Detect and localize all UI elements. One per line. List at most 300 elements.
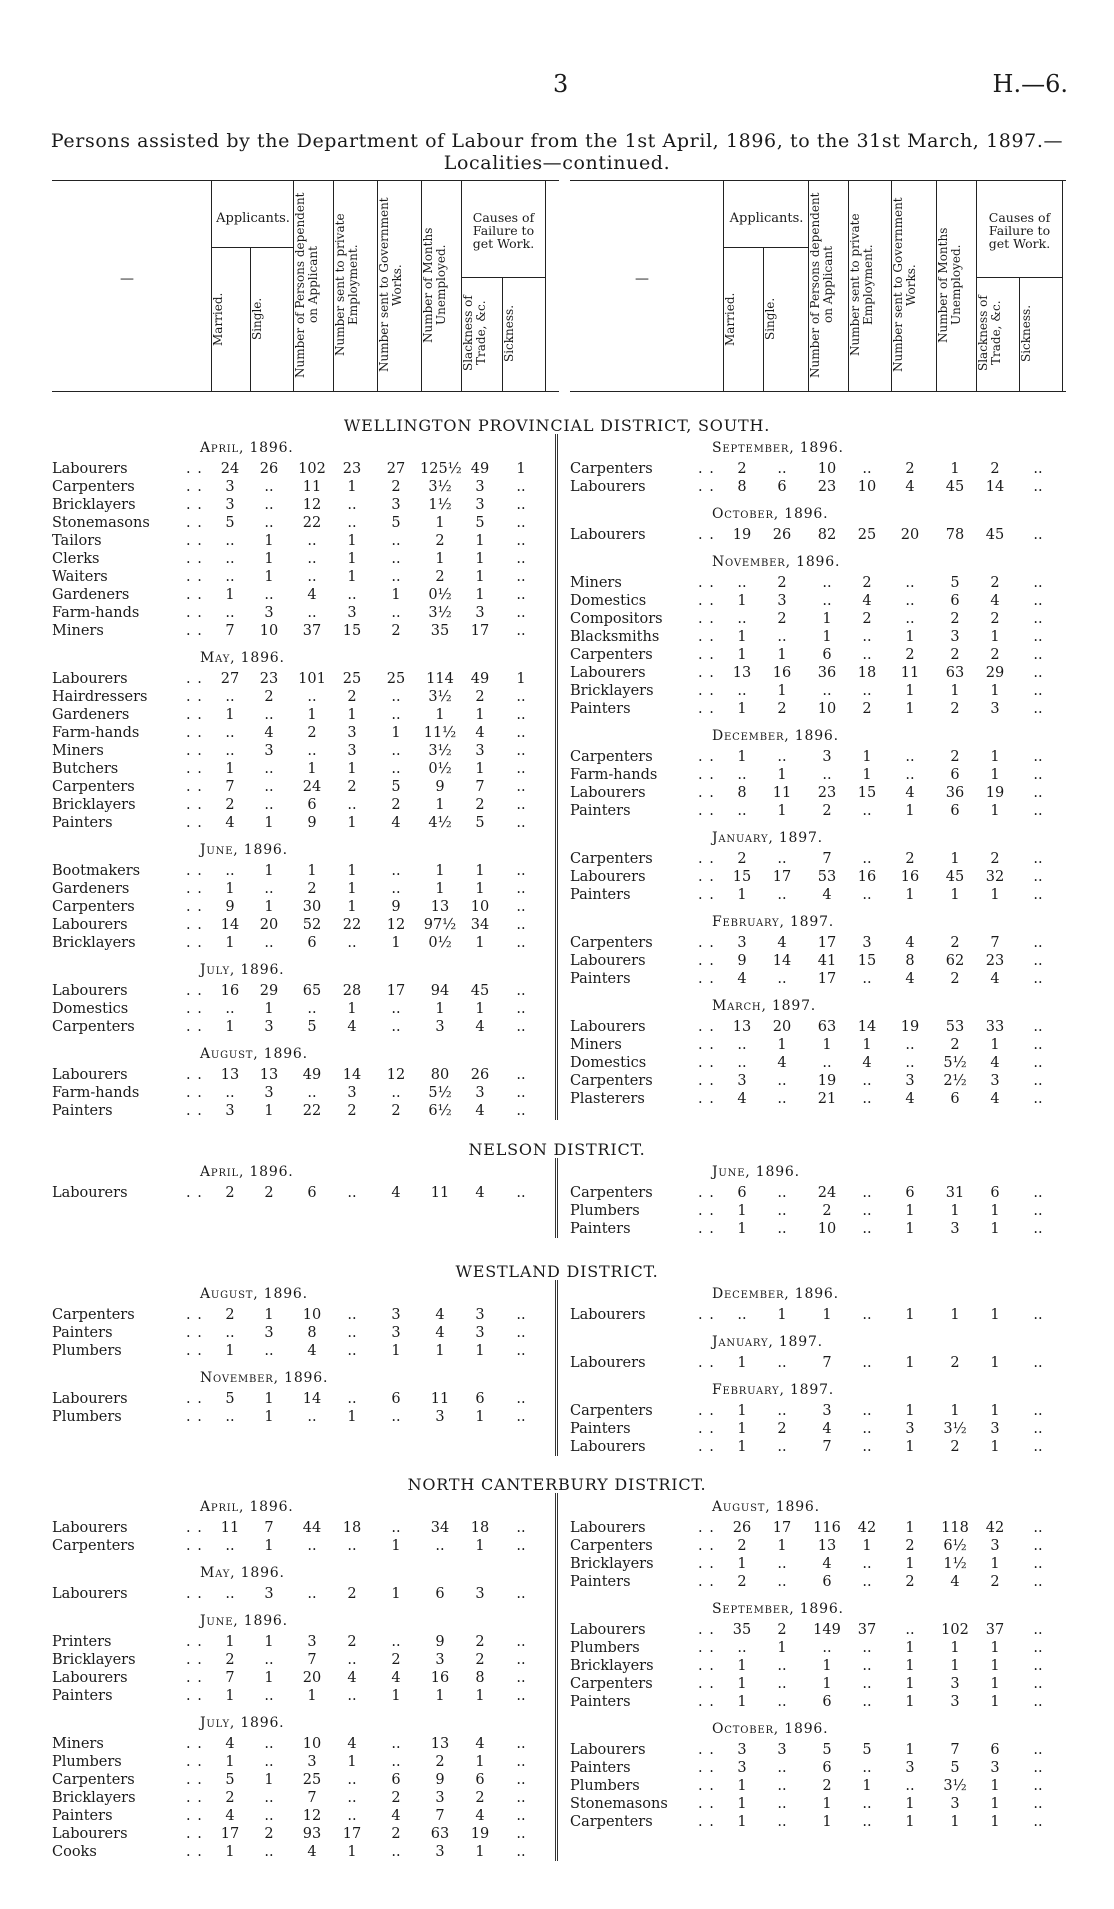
column-label-months: Number of Months Unemployed. <box>936 227 963 343</box>
cell-slackness: 3 <box>475 479 485 495</box>
cell-single: 3 <box>264 1325 274 1341</box>
cell-sickness: .. <box>1033 575 1043 591</box>
table-row <box>570 1573 1078 1591</box>
cell-govt: 2 <box>391 1652 401 1668</box>
cell-months: 6½ <box>943 1538 967 1554</box>
cell-govt: .. <box>391 881 401 897</box>
row-label: Painters <box>570 1421 631 1437</box>
row-label: Bricklayers <box>570 1556 654 1572</box>
cell-dependent: 14 <box>302 1391 322 1407</box>
cell-married: 1 <box>225 935 235 951</box>
cell-govt: 1 <box>905 1520 915 1536</box>
cell-married: 8 <box>737 479 747 495</box>
cell-married: 27 <box>220 671 240 687</box>
cell-govt: 1 <box>905 1403 915 1419</box>
applicants-label: Applicants. <box>729 211 804 226</box>
cell-slackness: 45 <box>470 983 490 999</box>
cell-govt: 2 <box>391 479 401 495</box>
cell-married: 1 <box>225 707 235 723</box>
table-row <box>52 478 561 496</box>
cell-govt: 1 <box>905 1796 915 1812</box>
table-row <box>570 952 1078 970</box>
row-label: Carpenters <box>570 749 653 765</box>
cell-dependent: 53 <box>817 869 837 885</box>
cell-govt: .. <box>391 1736 401 1752</box>
cell-private: .. <box>862 1676 872 1692</box>
cell-months: .. <box>435 1538 445 1554</box>
cell-private: 15 <box>342 623 362 639</box>
cell-sickness: .. <box>516 707 526 723</box>
cell-private: .. <box>862 629 872 645</box>
cell-married: .. <box>225 569 235 585</box>
month-heading: April, 1896. <box>200 1499 294 1515</box>
cell-govt: 1 <box>391 725 401 741</box>
cell-sickness: .. <box>516 623 526 639</box>
cell-single: 1 <box>777 683 787 699</box>
cell-private: .. <box>347 1808 357 1824</box>
cell-married: 35 <box>732 1622 752 1638</box>
table-row <box>570 526 1078 544</box>
cell-private: .. <box>347 1652 357 1668</box>
cell-sickness: .. <box>516 1808 526 1824</box>
cell-months: 3 <box>950 1221 960 1237</box>
cell-months: 1 <box>435 863 445 879</box>
table-row <box>570 1621 1078 1639</box>
row-label: Painters <box>570 971 631 987</box>
cell-single: 1 <box>264 899 274 915</box>
month-heading: June, 1896. <box>200 1613 288 1629</box>
column-private <box>333 181 378 391</box>
table-row <box>570 1420 1078 1438</box>
leader-dots: . . <box>186 551 203 567</box>
cell-dependent: 1 <box>307 761 317 777</box>
table-row <box>570 886 1078 904</box>
row-label: Compositors <box>570 611 663 627</box>
row-label: Stonemasons <box>52 515 150 531</box>
cell-months: 3½ <box>943 1778 967 1794</box>
cell-dependent: 4 <box>307 1844 317 1860</box>
cell-sickness: .. <box>516 1520 526 1536</box>
leader-dots: . . <box>698 1403 715 1419</box>
cell-married: .. <box>225 1325 235 1341</box>
cell-dependent: 1 <box>822 1307 832 1323</box>
cell-dependent: 93 <box>302 1826 322 1842</box>
cell-married: 3 <box>225 1103 235 1119</box>
row-label: Plumbers <box>52 1754 122 1770</box>
table-row <box>570 1184 1078 1202</box>
leader-dots: . . <box>186 815 203 831</box>
cell-slackness: 1 <box>990 803 1000 819</box>
cell-dependent: 1 <box>822 1676 832 1692</box>
cell-slackness: 4 <box>990 593 1000 609</box>
leader-dots: . . <box>698 1091 715 1107</box>
cell-sickness: .. <box>516 1538 526 1554</box>
cell-slackness: 19 <box>985 785 1005 801</box>
cell-govt: 1 <box>905 1307 915 1323</box>
cell-single: .. <box>777 851 787 867</box>
table-row <box>52 1102 561 1120</box>
table-row <box>52 814 561 832</box>
cell-dependent: 3 <box>822 749 832 765</box>
cell-single: 1 <box>777 803 787 819</box>
cell-sickness: .. <box>516 1754 526 1770</box>
cell-govt: .. <box>905 1622 915 1638</box>
cell-dependent: 2 <box>307 725 317 741</box>
cell-private: .. <box>347 587 357 603</box>
cell-married: 1 <box>737 647 747 663</box>
leader-dots: . . <box>698 887 715 903</box>
cell-slackness: 3 <box>475 497 485 513</box>
cell-govt: 16 <box>900 869 920 885</box>
cell-single: 1 <box>264 1538 274 1554</box>
cell-months: 6 <box>435 1586 445 1602</box>
cell-married: 8 <box>737 785 747 801</box>
table-row <box>570 592 1078 610</box>
row-label: Carpenters <box>52 1307 135 1323</box>
leader-dots: . . <box>186 1634 203 1650</box>
cell-single: .. <box>777 1760 787 1776</box>
cell-single: .. <box>777 1221 787 1237</box>
cell-slackness: 6 <box>990 1185 1000 1201</box>
column-header-left <box>52 180 559 392</box>
cell-slackness: 3 <box>475 1586 485 1602</box>
cell-sickness: .. <box>516 497 526 513</box>
row-label: Hairdressers <box>52 689 148 705</box>
cell-married: 16 <box>220 983 240 999</box>
cell-dependent: .. <box>822 683 832 699</box>
cell-private: 1 <box>862 1037 872 1053</box>
cell-slackness: 4 <box>990 971 1000 987</box>
cell-dependent: 24 <box>302 779 322 795</box>
cell-married: .. <box>737 575 747 591</box>
leader-dots: . . <box>186 1844 203 1860</box>
cell-slackness: 1 <box>990 1796 1000 1812</box>
month-heading: July, 1896. <box>200 1715 285 1731</box>
leader-dots: . . <box>698 1760 715 1776</box>
leader-dots: . . <box>186 1652 203 1668</box>
cell-single: .. <box>264 515 274 531</box>
leader-dots: . . <box>186 1670 203 1686</box>
cell-months: 4 <box>950 1574 960 1590</box>
cell-sickness: .. <box>516 1391 526 1407</box>
leader-dots: . . <box>186 605 203 621</box>
cell-dependent: 4 <box>822 1421 832 1437</box>
cell-slackness: 1 <box>475 569 485 585</box>
table-row <box>52 760 561 778</box>
month-heading: December, 1896. <box>712 728 839 744</box>
cell-married: 3 <box>737 1760 747 1776</box>
cell-months: 3 <box>435 1019 445 1035</box>
cell-private: 28 <box>342 983 362 999</box>
row-label: Bricklayers <box>52 1652 136 1668</box>
cell-dependent: .. <box>307 689 317 705</box>
cell-sickness: .. <box>1033 1421 1043 1437</box>
leader-dots: . . <box>186 1538 203 1554</box>
cell-single: .. <box>777 1676 787 1692</box>
row-label: Painters <box>570 1694 631 1710</box>
cell-dependent: 2 <box>307 881 317 897</box>
cell-married: 2 <box>225 1652 235 1668</box>
cell-private: .. <box>347 1790 357 1806</box>
cell-private: 3 <box>347 1085 357 1101</box>
cell-months: 1 <box>950 851 960 867</box>
cell-dependent: 149 <box>813 1622 841 1638</box>
cell-slackness: 45 <box>985 527 1005 543</box>
cell-slackness: 6 <box>990 1742 1000 1758</box>
row-label: Plumbers <box>570 1203 640 1219</box>
cell-months: 3 <box>435 1652 445 1668</box>
cell-married: .. <box>225 1409 235 1425</box>
row-label: Painters <box>52 1325 113 1341</box>
cell-months: 2 <box>950 701 960 717</box>
table-row <box>52 1519 561 1537</box>
row-label: Plumbers <box>52 1409 122 1425</box>
cell-slackness: 29 <box>985 665 1005 681</box>
cell-sickness: .. <box>1033 1520 1043 1536</box>
cell-govt: .. <box>391 1844 401 1860</box>
row-label: Painters <box>570 1760 631 1776</box>
cell-months: 3 <box>435 1409 445 1425</box>
leader-dots: . . <box>698 1640 715 1656</box>
leader-dots: . . <box>698 1073 715 1089</box>
row-label: Painters <box>52 1808 113 1824</box>
cell-married: .. <box>225 725 235 741</box>
cell-dependent: 22 <box>302 1103 322 1119</box>
cell-private: 42 <box>857 1520 877 1536</box>
cell-married: 1 <box>737 1421 747 1437</box>
cell-months: 3 <box>435 1790 445 1806</box>
table-row <box>570 460 1078 478</box>
cell-govt: 8 <box>905 953 915 969</box>
cell-months: 4 <box>435 1307 445 1323</box>
row-label: Carpenters <box>570 1185 653 1201</box>
cell-dependent: 4 <box>822 887 832 903</box>
cell-dependent: .. <box>307 743 317 759</box>
cell-married: 5 <box>225 1391 235 1407</box>
cell-dependent: 101 <box>298 671 326 687</box>
cell-private: 1 <box>347 707 357 723</box>
cell-dependent: 17 <box>817 971 837 987</box>
leader-dots: . . <box>698 611 715 627</box>
cell-months: 2½ <box>943 1073 967 1089</box>
leader-dots: . . <box>186 707 203 723</box>
cell-married: .. <box>225 605 235 621</box>
cell-govt: .. <box>391 569 401 585</box>
cell-private: .. <box>862 1814 872 1830</box>
cell-sickness: .. <box>516 569 526 585</box>
leader-dots: . . <box>186 1808 203 1824</box>
cell-dependent: 1 <box>822 1658 832 1674</box>
leader-dots: . . <box>698 803 715 819</box>
table-row <box>570 1036 1078 1054</box>
cell-single: 10 <box>259 623 279 639</box>
cell-sickness: .. <box>1033 1676 1043 1692</box>
cell-govt: 1 <box>905 1439 915 1455</box>
cell-private: 10 <box>857 479 877 495</box>
leader-dots: . . <box>698 1742 715 1758</box>
cell-married: 3 <box>737 935 747 951</box>
cell-slackness: 3 <box>990 1760 1000 1776</box>
cell-months: 5 <box>950 575 960 591</box>
cell-months: 2 <box>950 1439 960 1455</box>
row-label: Carpenters <box>570 1073 653 1089</box>
cell-married: 3 <box>737 1742 747 1758</box>
cell-married: 1 <box>225 1343 235 1359</box>
cell-dependent: 65 <box>302 983 322 999</box>
cell-months: 78 <box>945 527 965 543</box>
cell-slackness: 1 <box>475 935 485 951</box>
cell-slackness: 1 <box>990 1355 1000 1371</box>
cell-sickness: .. <box>1033 461 1043 477</box>
cell-married: .. <box>737 767 747 783</box>
row-label: Farm-hands <box>52 1085 140 1101</box>
row-label: Labourers <box>570 1622 646 1638</box>
column-label-govt: Number sent to Government Works. <box>377 197 404 373</box>
leader-dots: . . <box>698 1019 715 1035</box>
cell-slackness: 37 <box>985 1622 1005 1638</box>
row-label: Labourers <box>52 1520 128 1536</box>
cell-private: 4 <box>347 1019 357 1035</box>
cell-dependent: 2 <box>822 803 832 819</box>
cell-sickness: .. <box>516 1085 526 1101</box>
cell-dependent: 1 <box>822 1796 832 1812</box>
cell-dependent: 37 <box>302 623 322 639</box>
leader-dots: . . <box>698 461 715 477</box>
month-heading: October, 1896. <box>712 1721 829 1737</box>
cell-single: 1 <box>264 533 274 549</box>
cell-dependent: 2 <box>822 1778 832 1794</box>
cell-dependent: 7 <box>307 1652 317 1668</box>
cell-private: 18 <box>342 1520 362 1536</box>
row-label: Carpenters <box>570 461 653 477</box>
row-label: Carpenters <box>52 1538 135 1554</box>
cell-govt: .. <box>391 1085 401 1101</box>
cell-months: 7 <box>435 1808 445 1824</box>
table-row <box>52 1843 561 1861</box>
cell-sickness: .. <box>1033 785 1043 801</box>
cell-dependent: 7 <box>822 1355 832 1371</box>
cell-govt: 1 <box>905 887 915 903</box>
cell-months: 6 <box>950 593 960 609</box>
column-single <box>250 247 294 391</box>
table-row <box>52 1771 561 1789</box>
table-row <box>52 550 561 568</box>
row-label: Miners <box>52 1736 104 1752</box>
table-row <box>52 1807 561 1825</box>
cell-govt: .. <box>905 611 915 627</box>
cell-sickness: .. <box>516 761 526 777</box>
cell-married: 1 <box>737 629 747 645</box>
leader-dots: . . <box>186 935 203 951</box>
cell-slackness: 17 <box>470 623 490 639</box>
cell-dependent: 1 <box>822 1814 832 1830</box>
cell-slackness: 1 <box>990 1658 1000 1674</box>
cell-govt: 1 <box>391 1343 401 1359</box>
cell-govt: 4 <box>391 1808 401 1824</box>
cell-months: 4 <box>435 1325 445 1341</box>
cell-private: 4 <box>347 1736 357 1752</box>
cell-sickness: .. <box>516 1586 526 1602</box>
leader-dots: . . <box>186 533 203 549</box>
cell-single: 3 <box>777 593 787 609</box>
cell-single: .. <box>777 887 787 903</box>
leader-dots: . . <box>698 665 715 681</box>
table-row <box>52 1735 561 1753</box>
table-row <box>52 724 561 742</box>
cell-govt: 4 <box>905 935 915 951</box>
cell-sickness: .. <box>516 605 526 621</box>
leader-dots: . . <box>186 671 203 687</box>
row-label: Bootmakers <box>52 863 141 879</box>
cell-months: 63 <box>430 1826 450 1842</box>
cell-single: .. <box>264 1736 274 1752</box>
row-label: Labourers <box>52 1067 128 1083</box>
cell-sickness: .. <box>516 1772 526 1788</box>
cell-private: 4 <box>347 1670 357 1686</box>
cell-sickness: .. <box>1033 1307 1043 1323</box>
row-label: Labourers <box>570 527 646 543</box>
row-label: Plumbers <box>570 1640 640 1656</box>
table-row <box>52 622 561 640</box>
cell-private: 2 <box>347 1103 357 1119</box>
cell-single: .. <box>264 1790 274 1806</box>
cell-single: .. <box>777 461 787 477</box>
cell-govt: 1 <box>905 1742 915 1758</box>
cell-private: 1 <box>347 761 357 777</box>
cell-slackness: 1 <box>990 1439 1000 1455</box>
leader-dots: . . <box>698 1355 715 1371</box>
leader-dots: . . <box>186 1391 203 1407</box>
cell-govt: 1 <box>905 1658 915 1674</box>
district-title: WELLINGTON PROVINCIAL DISTRICT, SOUTH. <box>343 416 771 435</box>
cell-married: 2 <box>737 1574 747 1590</box>
leader-dots: . . <box>186 515 203 531</box>
cell-single: 1 <box>264 863 274 879</box>
cell-sickness: .. <box>1033 1203 1043 1219</box>
table-row <box>52 514 561 532</box>
cell-govt: .. <box>391 605 401 621</box>
cell-sickness: .. <box>1033 1538 1043 1554</box>
column-dependent <box>293 181 334 391</box>
column-label-private: Number sent to private Employment. <box>333 213 360 357</box>
cell-dependent: 3 <box>307 1634 317 1650</box>
cell-dependent: 17 <box>817 935 837 951</box>
cell-sickness: .. <box>1033 935 1043 951</box>
month-heading: April, 1896. <box>200 440 294 456</box>
leader-dots: . . <box>186 479 203 495</box>
cell-sickness: .. <box>1033 767 1043 783</box>
leader-dots: . . <box>698 1421 715 1437</box>
table-row <box>52 670 561 688</box>
cell-slackness: 49 <box>470 461 490 477</box>
cell-slackness: 3 <box>475 1085 485 1101</box>
cell-private: .. <box>862 461 872 477</box>
month-heading: August, 1896. <box>200 1046 308 1062</box>
month-heading: August, 1896. <box>712 1499 820 1515</box>
cell-dependent: 36 <box>817 665 837 681</box>
cell-private: .. <box>862 1221 872 1237</box>
cell-dependent: 102 <box>298 461 326 477</box>
cell-slackness: 2 <box>990 647 1000 663</box>
cell-govt: 4 <box>905 785 915 801</box>
cell-married: .. <box>225 1538 235 1554</box>
cell-private: 4 <box>862 593 872 609</box>
cell-sickness: .. <box>516 743 526 759</box>
row-label: Plasterers <box>570 1091 645 1107</box>
cell-sickness: .. <box>1033 1355 1043 1371</box>
cell-private: 3 <box>347 725 357 741</box>
cell-months: 0½ <box>428 761 452 777</box>
